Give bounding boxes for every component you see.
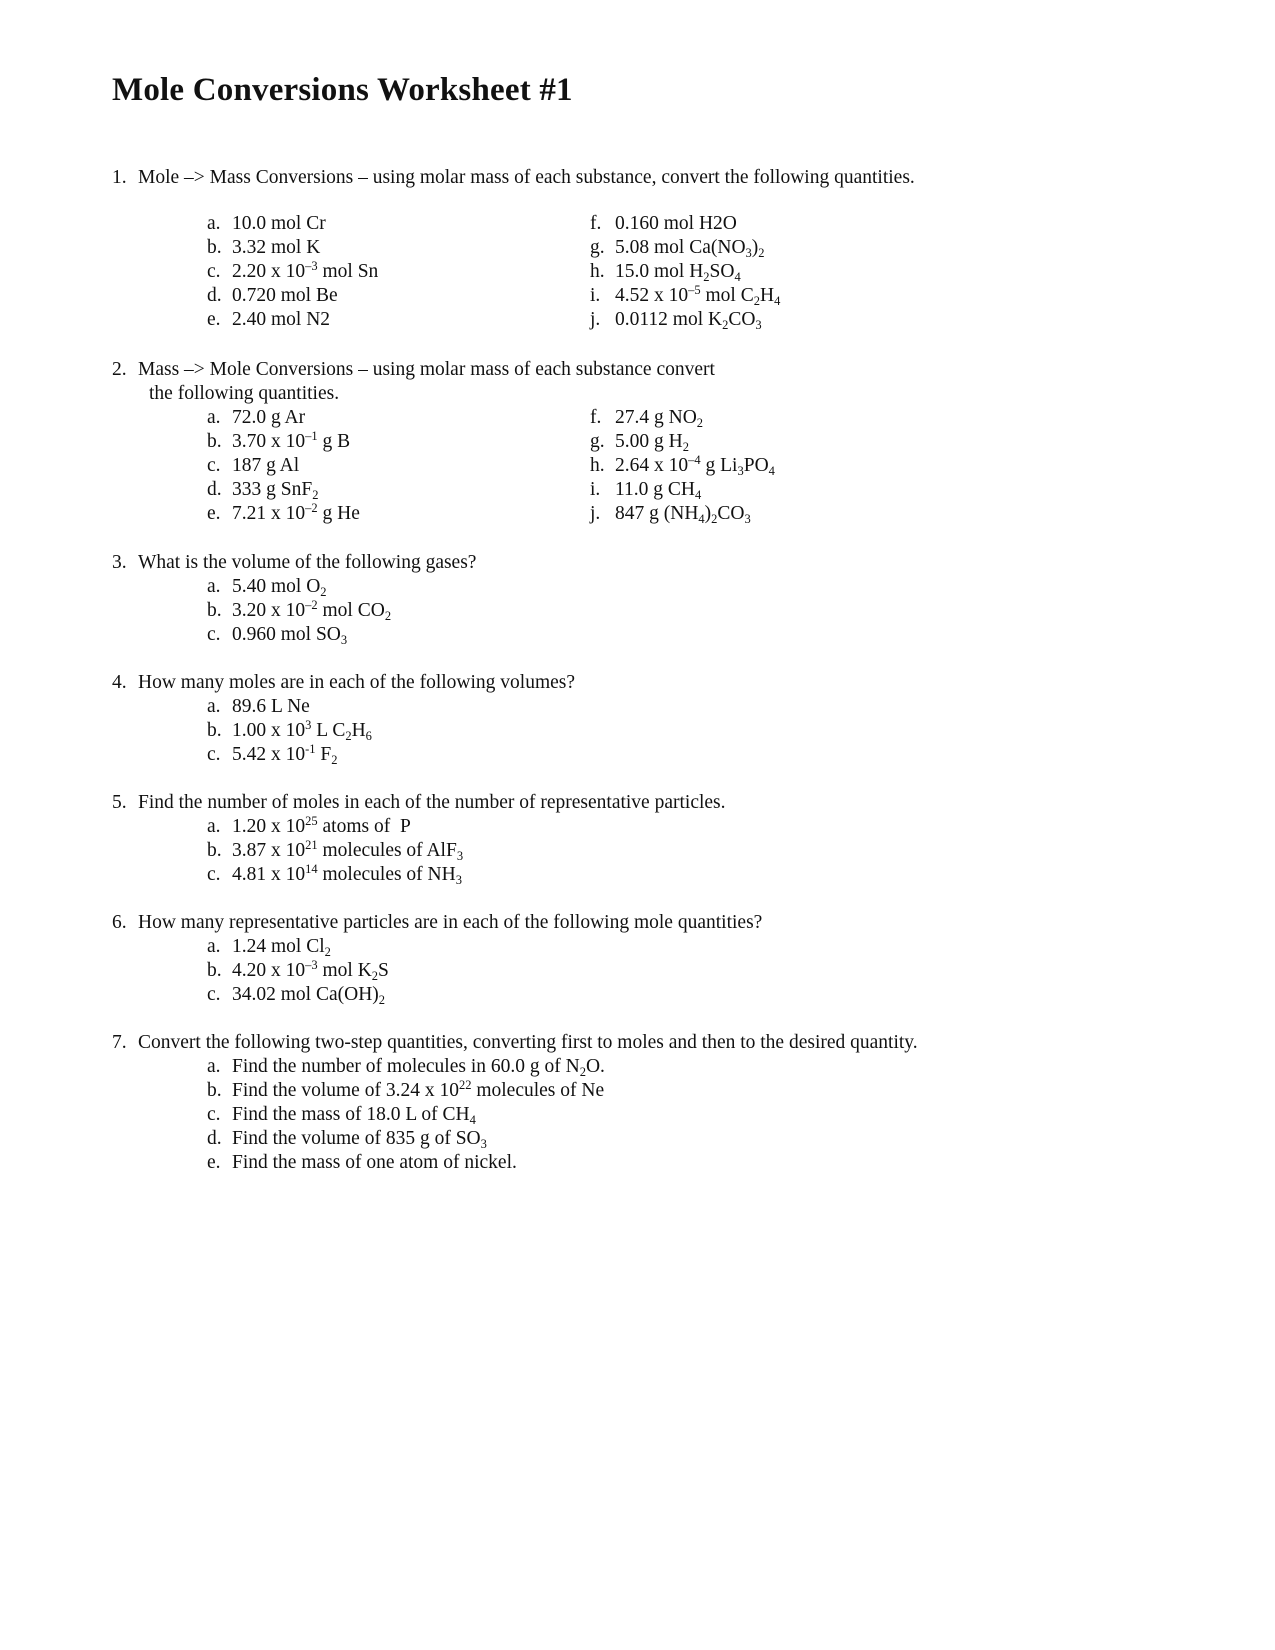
subscript: 4 <box>734 269 741 284</box>
superscript: –3 <box>305 259 318 274</box>
text-run: 3.70 x 10 <box>232 431 306 452</box>
subscript: 3 <box>744 511 751 526</box>
item-text <box>232 455 299 476</box>
text-run: g B <box>317 431 351 452</box>
list-item <box>207 260 378 284</box>
superscript: –2 <box>305 598 318 613</box>
item-label: c. <box>207 864 221 885</box>
item-label: g. <box>590 237 605 258</box>
text-run: 3.32 mol K <box>232 237 321 258</box>
text-run: H <box>351 720 366 741</box>
subscript: 3 <box>456 848 464 863</box>
item-text <box>232 1128 487 1149</box>
list-item <box>207 212 378 236</box>
text-run: 89.6 L Ne <box>232 696 310 717</box>
text-run: g He <box>317 503 360 524</box>
item-text <box>232 479 318 500</box>
superscript: 14 <box>305 862 318 877</box>
item-label: d. <box>207 285 222 306</box>
item-text <box>232 816 411 837</box>
text-run: 0.160 mol H2O <box>615 213 737 234</box>
list-item <box>590 308 780 332</box>
item-label: i. <box>590 479 601 500</box>
question-text-continued: the following quantities. <box>149 383 340 404</box>
subscript: 2 <box>320 584 327 599</box>
question-4-items <box>207 695 372 767</box>
subscript: 2 <box>579 1064 586 1079</box>
item-label: a. <box>207 1056 221 1077</box>
subscript: 2 <box>371 968 379 983</box>
superscript: –5 <box>688 283 701 298</box>
subscript: 2 <box>331 752 338 767</box>
superscript: –4 <box>688 453 701 468</box>
list-item <box>207 406 360 430</box>
item-label: a. <box>207 696 221 717</box>
list-item <box>590 454 775 478</box>
list-item <box>207 1079 605 1103</box>
subscript: 3 <box>340 632 348 647</box>
list-item <box>207 575 391 599</box>
list-item <box>207 236 378 260</box>
text-run: L C <box>311 720 346 741</box>
item-label: g. <box>590 431 605 452</box>
text-run: g Li <box>700 455 738 476</box>
item-text <box>232 431 350 452</box>
list-item <box>207 308 378 332</box>
text-run: 5.42 x 10 <box>232 744 306 765</box>
text-run: mol Sn <box>317 261 379 282</box>
text-run: 0.0112 mol K <box>615 309 723 330</box>
item-text <box>615 309 762 330</box>
text-run: 3.87 x 10 <box>232 840 306 861</box>
subscript: 3 <box>480 1136 487 1151</box>
item-label: e. <box>207 309 221 330</box>
subscript: 3 <box>745 245 752 260</box>
item-text <box>232 1104 476 1125</box>
text-run: 1.00 x 10 <box>232 720 306 741</box>
item-text <box>232 600 391 621</box>
item-text <box>232 213 326 234</box>
text-run: 34.02 mol Ca(OH) <box>232 984 379 1005</box>
list-item <box>590 430 775 454</box>
list-item <box>207 623 391 647</box>
item-text <box>232 261 378 282</box>
text-run: molecules of NH <box>317 864 456 885</box>
list-item <box>590 478 775 502</box>
item-text <box>232 309 330 330</box>
text-run: 11.0 g CH <box>615 479 695 500</box>
item-text <box>232 840 463 861</box>
item-text <box>232 624 347 645</box>
list-item <box>590 502 775 526</box>
text-run: ) <box>751 237 759 258</box>
list-item <box>207 719 372 743</box>
question-5-items <box>207 815 463 887</box>
question-number: 1. <box>112 167 127 188</box>
list-item <box>207 478 360 502</box>
text-run: H <box>759 285 775 306</box>
question-1 <box>112 166 915 190</box>
subscript: 2 <box>711 511 718 526</box>
item-label: f. <box>590 213 602 234</box>
text-run: Find the number of molecules in 60.0 g of N <box>232 1056 580 1077</box>
text-run: 7.21 x 10 <box>232 503 306 524</box>
question-number: 6. <box>112 912 127 933</box>
item-label: b. <box>207 600 222 621</box>
text-run: CO <box>717 503 745 524</box>
item-text <box>615 213 737 234</box>
text-run: 4.52 x 10 <box>615 285 689 306</box>
question-1-items-right <box>590 212 780 332</box>
text-run: 4.81 x 10 <box>232 864 306 885</box>
item-label: a. <box>207 936 221 957</box>
item-label: c. <box>207 984 221 1005</box>
item-label: c. <box>207 261 221 282</box>
text-run: atoms of P <box>317 816 411 837</box>
text-run: 1.24 mol Cl <box>232 936 325 957</box>
question-number: 5. <box>112 792 127 813</box>
question-2-items-left <box>207 406 360 526</box>
list-item <box>207 1055 605 1079</box>
text-run: ) <box>704 503 712 524</box>
subscript: 4 <box>774 293 781 308</box>
question-1-items-left <box>207 212 378 332</box>
text-run: 333 g SnF <box>232 479 313 500</box>
question-7-items <box>207 1055 605 1175</box>
item-label: e. <box>207 1152 221 1173</box>
text-run: O. <box>585 1056 605 1077</box>
superscript: 21 <box>305 838 318 853</box>
item-label: b. <box>207 1080 222 1101</box>
superscript: 25 <box>305 814 318 829</box>
question-text: How many representative particles are in each of the following mole quantities? <box>138 912 763 933</box>
subscript: 2 <box>703 269 710 284</box>
text-run: 15.0 mol H <box>615 261 704 282</box>
list-item <box>590 236 780 260</box>
superscript: 22 <box>458 1078 472 1093</box>
subscript: 3 <box>455 872 462 887</box>
item-label: c. <box>207 455 221 476</box>
text-run: 3.20 x 10 <box>232 600 306 621</box>
item-label: a. <box>207 407 221 428</box>
question-number: 2. <box>112 359 127 380</box>
question-number: 3. <box>112 552 127 573</box>
question-6-items <box>207 935 389 1007</box>
item-text <box>615 261 741 282</box>
item-text <box>615 479 701 500</box>
question-5 <box>112 791 726 815</box>
list-item <box>207 284 378 308</box>
item-text <box>232 1152 517 1173</box>
question-text: Mole –> Mass Conversions – using molar mass of each substance, convert the following quantities. <box>138 167 915 188</box>
question-text: Mass –> Mole Conversions – using molar mass of each substance convert <box>138 359 715 380</box>
text-run: molecules of AlF <box>317 840 457 861</box>
list-item <box>207 502 360 526</box>
item-text <box>232 696 310 717</box>
question-6 <box>112 911 762 935</box>
list-item <box>207 599 391 623</box>
question-3-items <box>207 575 391 647</box>
text-run: 72.0 g Ar <box>232 407 306 428</box>
list-item <box>207 1103 605 1127</box>
text-run: Find the mass of one atom of nickel. <box>232 1152 517 1173</box>
text-run: 10.0 mol Cr <box>232 213 326 234</box>
item-text <box>615 407 703 428</box>
superscript: –1 <box>305 429 318 444</box>
item-label: a. <box>207 213 221 234</box>
question-text: How many moles are in each of the following volumes? <box>138 672 576 693</box>
superscript: -1 <box>305 742 316 757</box>
item-text <box>232 864 462 885</box>
item-label: f. <box>590 407 602 428</box>
list-item <box>590 406 775 430</box>
text-run: 2.40 mol N2 <box>232 309 331 330</box>
item-label: d. <box>207 479 222 500</box>
list-item <box>207 430 360 454</box>
list-item <box>207 959 389 983</box>
list-item <box>590 212 780 236</box>
list-item <box>207 454 360 478</box>
item-text <box>232 576 327 597</box>
item-label: c. <box>207 624 221 645</box>
worksheet-title: Mole Conversions Worksheet #1 <box>112 72 573 108</box>
item-text <box>615 237 765 258</box>
text-run: 2.20 x 10 <box>232 261 306 282</box>
subscript: 2 <box>758 245 765 260</box>
list-item <box>207 839 463 863</box>
subscript: 2 <box>384 608 392 623</box>
subscript: 2 <box>722 317 729 332</box>
subscript: 2 <box>753 293 760 308</box>
subscript: 2 <box>682 439 689 454</box>
item-text <box>232 1056 605 1077</box>
text-run: Find the volume of 3.24 x 10 <box>232 1080 459 1101</box>
item-text <box>615 285 780 306</box>
subscript: 2 <box>378 992 386 1007</box>
item-text <box>232 960 389 981</box>
text-run: F <box>315 744 332 765</box>
superscript: 3 <box>305 718 312 733</box>
superscript: –2 <box>305 501 318 516</box>
list-item <box>207 1151 605 1175</box>
question-7 <box>112 1031 918 1055</box>
question-2-items-right <box>590 406 775 526</box>
list-item <box>207 743 372 767</box>
text-run: 4.20 x 10 <box>232 960 306 981</box>
question-3 <box>112 551 476 575</box>
item-label: b. <box>207 431 222 452</box>
item-text <box>232 984 385 1005</box>
item-text <box>615 503 751 524</box>
item-label: c. <box>207 744 221 765</box>
text-run: 5.40 mol O <box>232 576 321 597</box>
text-run: PO <box>743 455 769 476</box>
question-number: 7. <box>112 1032 127 1053</box>
text-run: 847 g (NH <box>615 503 699 524</box>
list-item <box>590 284 780 308</box>
text-run: mol C <box>700 285 754 306</box>
text-run: SO <box>709 261 735 282</box>
list-item <box>207 935 389 959</box>
list-item <box>207 815 463 839</box>
text-run: 0.720 mol Be <box>232 285 338 306</box>
text-run: Find the volume of 835 g of SO <box>232 1128 481 1149</box>
subscript: 2 <box>345 728 352 743</box>
item-label: h. <box>590 455 605 476</box>
subscript: 4 <box>768 463 775 478</box>
text-run: 27.4 g NO <box>615 407 697 428</box>
question-2 <box>112 358 715 406</box>
question-text: What is the volume of the following gases? <box>138 552 477 573</box>
subscript: 6 <box>365 728 372 743</box>
item-label: b. <box>207 840 222 861</box>
text-run: mol K <box>317 960 372 981</box>
subscript: 4 <box>695 487 702 502</box>
item-label: b. <box>207 237 222 258</box>
text-run: mol CO <box>317 600 385 621</box>
text-run: CO <box>728 309 756 330</box>
text-run: Find the mass of 18.0 L of CH <box>232 1104 470 1125</box>
subscript: 3 <box>755 317 762 332</box>
list-item <box>207 695 372 719</box>
text-run: S <box>378 960 389 981</box>
text-run: 5.08 mol Ca(NO <box>615 237 746 258</box>
item-text <box>232 285 338 306</box>
superscript: –3 <box>305 958 318 973</box>
text-run: molecules of Ne <box>471 1080 605 1101</box>
item-label: a. <box>207 576 221 597</box>
subscript: 2 <box>312 487 319 502</box>
item-text <box>615 455 775 476</box>
item-text <box>232 936 331 957</box>
item-label: c. <box>207 1104 221 1125</box>
text-run: 5.00 g H <box>615 431 683 452</box>
item-label: e. <box>207 503 221 524</box>
item-text <box>232 237 320 258</box>
text-run: 0.960 mol SO <box>232 624 341 645</box>
item-label: i. <box>590 285 601 306</box>
subscript: 2 <box>324 944 331 959</box>
item-label: b. <box>207 960 222 981</box>
question-4 <box>112 671 575 695</box>
item-label: j. <box>590 309 601 330</box>
item-text <box>615 431 689 452</box>
question-text: Find the number of moles in each of the number of representative particles. <box>138 792 726 813</box>
text-run: 187 g Al <box>232 455 300 476</box>
item-label: j. <box>590 503 601 524</box>
question-number: 4. <box>112 672 127 693</box>
subscript: 2 <box>696 415 704 430</box>
item-text <box>232 407 305 428</box>
text-run: 2.64 x 10 <box>615 455 689 476</box>
list-item <box>207 1127 605 1151</box>
item-label: a. <box>207 816 221 837</box>
subscript: 4 <box>469 1112 476 1127</box>
item-text <box>232 744 338 765</box>
item-label: d. <box>207 1128 222 1149</box>
item-text <box>232 1080 604 1101</box>
item-label: h. <box>590 261 605 282</box>
subscript: 3 <box>737 463 744 478</box>
list-item <box>590 260 780 284</box>
question-text: Convert the following two-step quantities, converting first to moles and then to the desired quantity. <box>138 1032 918 1053</box>
subscript: 4 <box>698 511 705 526</box>
list-item <box>207 863 463 887</box>
item-text <box>232 503 360 524</box>
list-item <box>207 983 389 1007</box>
item-label: b. <box>207 720 222 741</box>
item-text <box>232 720 372 741</box>
text-run: 1.20 x 10 <box>232 816 306 837</box>
